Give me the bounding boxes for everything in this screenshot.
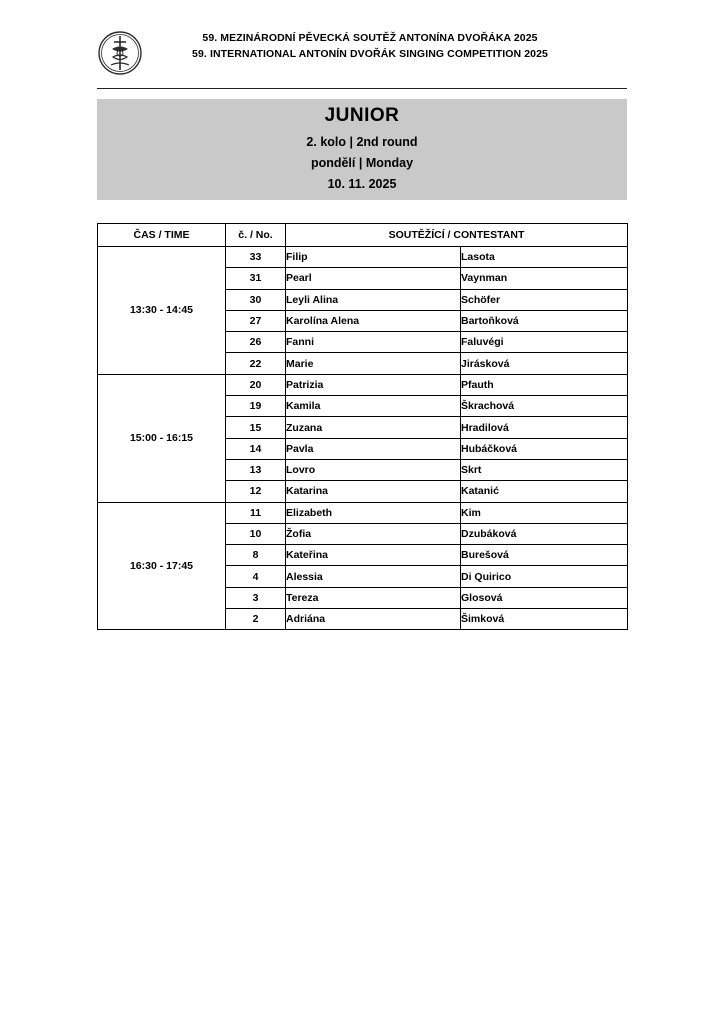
contestant-last-name: Kim <box>461 502 628 523</box>
contestant-first-name: Elizabeth <box>286 502 461 523</box>
time-slot: 15:00 - 16:15 <box>98 374 226 502</box>
contestant-number: 15 <box>226 417 286 438</box>
column-header-time: ČAS / TIME <box>98 224 226 247</box>
contestant-last-name: Hubáčková <box>461 438 628 459</box>
contestant-first-name: Lovro <box>286 459 461 480</box>
contestant-number: 4 <box>226 566 286 587</box>
contestant-last-name: Faluvégi <box>461 332 628 353</box>
contestant-last-name: Schöfer <box>461 289 628 310</box>
contestant-number: 2 <box>226 609 286 630</box>
contestant-first-name: Pearl <box>286 268 461 289</box>
contestant-first-name: Zuzana <box>286 417 461 438</box>
contestant-number: 13 <box>226 459 286 480</box>
contestant-number: 14 <box>226 438 286 459</box>
document-header <box>97 30 627 76</box>
contestant-last-name: Škrachová <box>461 396 628 417</box>
day-label: pondělí | Monday <box>310 155 414 170</box>
table-header-row <box>98 224 628 247</box>
contestant-last-name: Burešová <box>461 545 628 566</box>
time-slot: 16:30 - 17:45 <box>98 502 226 630</box>
contestant-last-name: Katanić <box>461 481 628 502</box>
contestant-first-name: Tereza <box>286 587 461 608</box>
contestant-first-name: Kateřina <box>286 545 461 566</box>
contestant-first-name: Karolína Alena <box>286 310 461 331</box>
contestant-first-name: Fanni <box>286 332 461 353</box>
contestant-number: 10 <box>226 523 286 544</box>
contestant-first-name: Marie <box>286 353 461 374</box>
header-title-cs: 59. MEZINÁRODNÍ PĚVECKÁ SOUTĚŽ ANTONÍNA DVOŘÁKA 2025 <box>202 32 538 44</box>
column-header-number: č. / No. <box>226 224 286 247</box>
contestant-number: 8 <box>226 545 286 566</box>
table-row <box>98 502 628 523</box>
schedule-table <box>97 223 628 630</box>
contestant-last-name: Hradilová <box>461 417 628 438</box>
header-title-en: 59. INTERNATIONAL ANTONÍN DVOŘÁK SINGING COMPETITION 2025 <box>192 48 548 60</box>
competition-emblem-icon <box>97 30 143 76</box>
category-title: JUNIOR <box>324 104 400 126</box>
contestant-number: 31 <box>226 268 286 289</box>
table-row <box>98 374 628 395</box>
contestant-last-name: Di Quirico <box>461 566 628 587</box>
contestant-last-name: Jirásková <box>461 353 628 374</box>
table-row <box>98 247 628 268</box>
contestant-first-name: Filip <box>286 247 461 268</box>
contestant-first-name: Katarina <box>286 481 461 502</box>
contestant-number: 12 <box>226 481 286 502</box>
header-titles <box>143 30 627 62</box>
contestant-number: 22 <box>226 353 286 374</box>
contestant-last-name: Vaynman <box>461 268 628 289</box>
contestant-last-name: Pfauth <box>461 374 628 395</box>
round-label: 2. kolo | 2nd round <box>306 134 418 149</box>
contestant-last-name: Bartoňková <box>461 310 628 331</box>
contestant-last-name: Dzubáková <box>461 523 628 544</box>
contestant-first-name: Alessia <box>286 566 461 587</box>
contestant-number: 11 <box>226 502 286 523</box>
contestant-number: 27 <box>226 310 286 331</box>
contestant-first-name: Leyli Alina <box>286 289 461 310</box>
contestant-number: 3 <box>226 587 286 608</box>
contestant-number: 26 <box>226 332 286 353</box>
title-banner <box>97 99 627 200</box>
contestant-last-name: Glosová <box>461 587 628 608</box>
contestant-first-name: Patrizia <box>286 374 461 395</box>
contestant-last-name: Lasota <box>461 247 628 268</box>
contestant-first-name: Žofia <box>286 523 461 544</box>
contestant-number: 19 <box>226 396 286 417</box>
contestant-first-name: Adriána <box>286 609 461 630</box>
date-label: 10. 11. 2025 <box>327 176 397 191</box>
contestant-number: 33 <box>226 247 286 268</box>
contestant-last-name: Šimková <box>461 609 628 630</box>
contestant-first-name: Pavla <box>286 438 461 459</box>
contestant-number: 20 <box>226 374 286 395</box>
contestant-number: 30 <box>226 289 286 310</box>
header-divider <box>97 88 627 89</box>
time-slot: 13:30 - 14:45 <box>98 247 226 375</box>
column-header-contestant: SOUTĚŽÍCÍ / CONTESTANT <box>286 224 628 247</box>
contestant-last-name: Skrt <box>461 459 628 480</box>
contestant-first-name: Kamila <box>286 396 461 417</box>
